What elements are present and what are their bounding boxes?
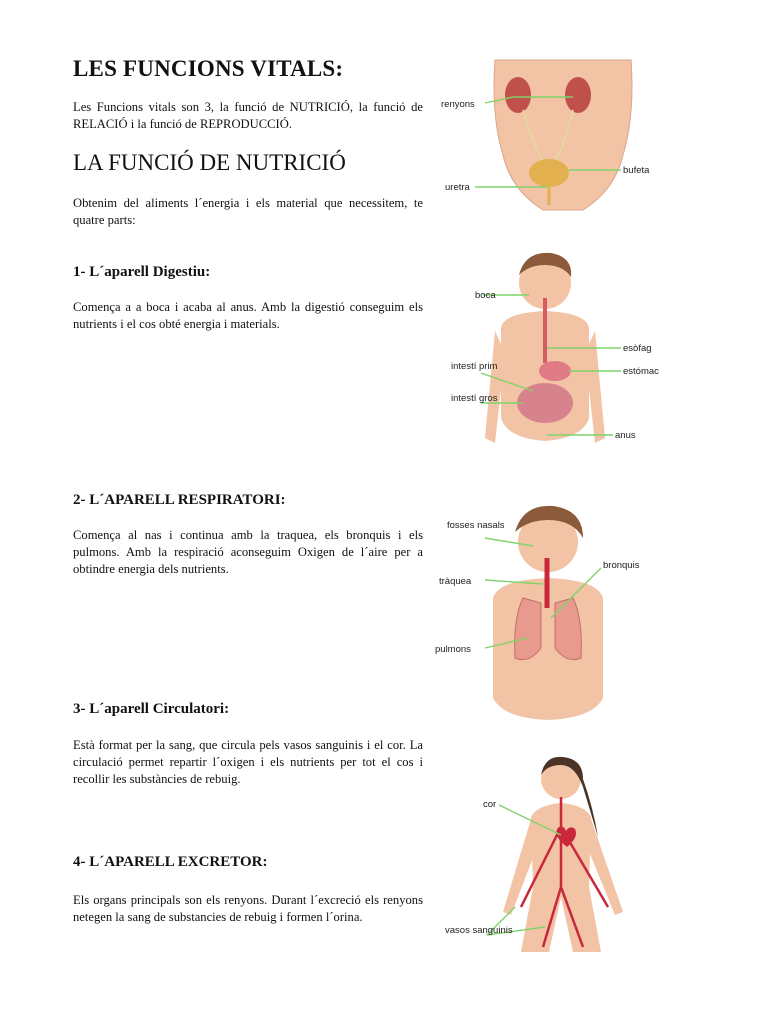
label-renyons: renyons <box>441 99 475 110</box>
label-traquea: tràquea <box>439 576 472 587</box>
respiratory-heading: 2- L´APARELL RESPIRATORI: <box>73 492 286 508</box>
digestive-text: Comença a a boca i acaba al anus. Amb la digestió conseguim els nutrients i el cos obté energia i materials. <box>73 300 423 331</box>
respiratory-text: Comença al nas i continua amb la traquea, els bronquis i els pulmons. Amb la respiració aconseguim Oxigen de l´aire per a obtindre energia dels nutrients. <box>73 528 423 576</box>
excretory-heading: 4- L´APARELL EXCRETOR: <box>73 854 268 870</box>
label-esofag: esòfag <box>623 343 652 354</box>
circulatory-text: Està format per la sang, que circula pels vasos sanguinis i el cor. La circulació permet repartir l´oxigen i els nutrients per tot el cos i recollir les substàncies de rebuig. <box>73 738 423 786</box>
label-boca: boca <box>475 290 496 301</box>
label-bufeta: bufeta <box>623 165 650 176</box>
section-intro: Obtenim del aliments l´energia i els material que necessitem, te quatre parts: <box>73 196 423 227</box>
label-uretra: uretra <box>445 182 470 193</box>
label-fosses: fosses nasals <box>447 520 505 531</box>
right-kidney <box>565 77 591 113</box>
label-vasos: vasos sanguinis <box>445 925 513 936</box>
stomach <box>539 361 571 381</box>
page-title: LES FUNCIONS VITALS: <box>73 56 344 81</box>
label-pulmons: pulmons <box>435 644 471 655</box>
bladder <box>529 159 569 187</box>
label-bronquis: bronquis <box>603 560 640 571</box>
left-kidney <box>505 77 531 113</box>
digestive-heading: 1- L´aparell Digestiu: <box>73 264 211 280</box>
circulatory-figure <box>433 747 673 957</box>
digestive-figure <box>433 243 673 458</box>
label-intesti-gros: intestí gros <box>451 393 498 404</box>
label-intesti-prim: intestí prim <box>451 361 498 372</box>
label-cor: cor <box>483 799 497 810</box>
circulatory-heading: 3- L´aparell Circulatori: <box>73 701 230 717</box>
section-title: LA FUNCIÓ DE NUTRICIÓ <box>73 150 346 175</box>
respiratory-figure <box>433 498 673 720</box>
excretory-text: Els organs principals son els renyons. Durant l´excreció els renyons netegen la sang de substancies de rebuig i formen l´orina. <box>73 893 423 924</box>
excretory-figure <box>433 55 673 215</box>
label-estomac: estómac <box>623 366 659 377</box>
label-anus: anus <box>615 430 636 441</box>
intro-text: Les Funcions vitals son 3, la funció de NUTRICIÓ, la funció de RELACIÓ i la funció de REPRODUCCIÓ. <box>73 100 423 131</box>
